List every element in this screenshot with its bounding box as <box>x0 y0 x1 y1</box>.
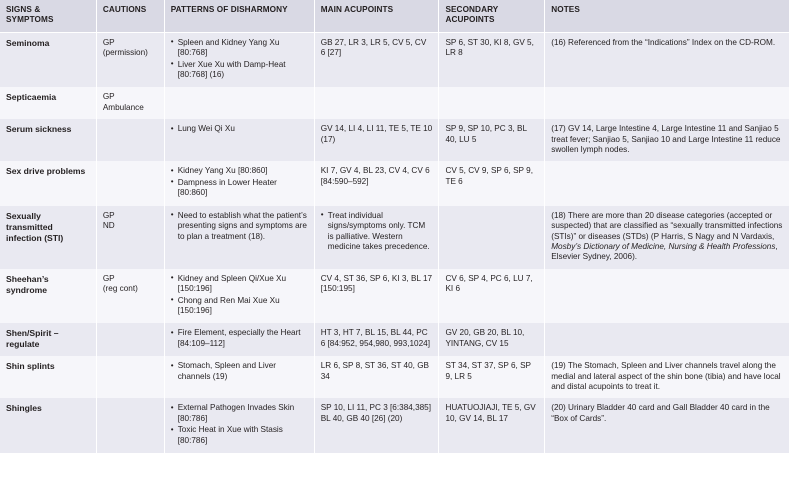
cautions-lines <box>103 211 158 232</box>
header-row <box>0 0 790 32</box>
cell-cautions <box>96 161 164 205</box>
secondary-acupoints-lines <box>445 166 538 187</box>
cell-notes <box>545 87 790 119</box>
list-item: • Fire Element, especially the Heart [84:109–112] <box>171 328 308 349</box>
cell-patterns <box>164 398 314 453</box>
cell-main-acupoints <box>314 161 439 205</box>
list-item: • Toxic Heat in Xue with Stasis [80:786] <box>171 425 308 446</box>
cell-cautions <box>96 356 164 398</box>
patterns-list <box>171 328 308 349</box>
cell-sign-symptom: Sexually transmitted infection (STI) <box>0 206 96 269</box>
cell-patterns <box>164 206 314 269</box>
patterns-list <box>171 211 308 242</box>
cell-patterns <box>164 161 314 205</box>
list-item: • Lung Wei Qi Xu <box>171 124 308 134</box>
cell-cautions <box>96 269 164 324</box>
list-item: • Liver Xue Xu with Damp-Heat [80:768] (16) <box>171 60 308 81</box>
patterns-list <box>171 274 308 317</box>
secondary-acupoints-lines <box>445 361 538 382</box>
table-row <box>0 398 790 453</box>
cell-patterns <box>164 32 314 87</box>
text-line: SP 10, LI 11, PC 3 [6:384,385] BL 40, GB 40 [26] (20) <box>320 403 432 423</box>
text-line: GV 20, GB 20, BL 10, YINTANG, CV 15 <box>445 328 525 348</box>
text-line: GP <box>102 92 115 102</box>
text-line: GV 14, LI 4, LI 11, TE 5, TE 10 (17) <box>320 124 433 144</box>
cell-secondary-acupoints <box>439 119 545 161</box>
table-body <box>0 32 790 453</box>
table-row <box>0 206 790 269</box>
text-line: SP 9, SP 10, PC 3, BL 40, LU 5 <box>445 124 527 144</box>
secondary-acupoints-lines <box>445 403 538 424</box>
cell-cautions <box>96 32 164 87</box>
cell-cautions <box>96 119 164 161</box>
cell-cautions <box>96 206 164 269</box>
cell-main-acupoints <box>314 32 439 87</box>
cell-patterns <box>164 87 314 119</box>
text-line: LR 6, SP 8, ST 36, ST 40, GB 34 <box>320 361 430 381</box>
text-line: CV 5, CV 9, SP 6, SP 9, TE 6 <box>445 166 533 186</box>
cell-cautions <box>96 87 164 119</box>
list-item: • Stomach, Spleen and Liver channels (19) <box>171 361 308 382</box>
cell-cautions <box>96 323 164 356</box>
main-acupoints-lines <box>321 361 433 382</box>
patterns-list <box>171 124 308 134</box>
cell-sign-symptom: Serum sickness <box>0 119 96 161</box>
secondary-acupoints-lines <box>445 274 538 295</box>
patterns-list <box>171 403 308 446</box>
main-acupoints-list <box>321 211 433 253</box>
cell-main-acupoints <box>314 87 439 119</box>
column-header-secondary-acupoints: SECONDARY ACUPOINTS <box>439 0 545 32</box>
cell-sign-symptom: Sheehan’s syndrome <box>0 269 96 324</box>
table-row <box>0 119 790 161</box>
cell-patterns <box>164 269 314 324</box>
table-row <box>0 87 790 119</box>
text-line: HT 3, HT 7, BL 15, BL 44, PC 6 [84:952, 954,980, 993,1024] <box>320 328 430 348</box>
text-line: Ambulance <box>102 102 144 112</box>
cell-sign-symptom: Shingles <box>0 398 96 453</box>
cautions-lines <box>103 38 158 59</box>
cautions-lines <box>103 274 158 295</box>
cell-patterns <box>164 356 314 398</box>
text-line: (reg cont) <box>102 284 138 294</box>
list-item: • Treat individual signs/symptoms only. TCM is palliative. Western medicine takes precedence. <box>321 211 433 253</box>
cell-sign-symptom: Shen/Spirit – regulate <box>0 323 96 356</box>
list-item: • Dampness in Lower Heater [80:860] <box>171 178 308 199</box>
text-line: ND <box>102 221 115 231</box>
secondary-acupoints-lines <box>445 38 538 59</box>
column-header-signs-symptoms: SIGNS & SYMPTOMS <box>0 0 96 32</box>
cell-sign-symptom: Seminoma <box>0 32 96 87</box>
cell-cautions <box>96 398 164 453</box>
text-line: GP <box>102 273 115 283</box>
main-acupoints-lines <box>321 274 433 295</box>
main-acupoints-lines <box>321 38 433 59</box>
cell-notes <box>545 323 790 356</box>
patterns-list <box>171 166 308 198</box>
column-header-main-acupoints: MAIN ACUPOINTS <box>314 0 439 32</box>
table-row <box>0 323 790 356</box>
cell-patterns <box>164 323 314 356</box>
text-line: GB 27, LR 3, LR 5, CV 5, CV 6 [27] <box>320 37 427 58</box>
main-acupoints-lines <box>321 166 433 187</box>
main-acupoints-lines <box>321 328 433 349</box>
cell-notes: (18) There are more than 20 disease categories (accepted or suspected) that are classified as “sexually transmitted infections (STIs)” or diseases (STDs) (P Harris, S Nagy and N Vardaxis, Mosby’s Dictionary of Medicine, Nursing & Health Professions, Elsevier Sydney, 2006). <box>545 206 790 269</box>
table-row <box>0 356 790 398</box>
cell-main-acupoints <box>314 119 439 161</box>
text-line: KI 7, GV 4, BL 23, CV 4, CV 6 [84:590–592] <box>320 166 430 186</box>
table-row <box>0 161 790 205</box>
column-header-patterns-of-disharmony: PATTERNS OF DISHARMONY <box>164 0 314 32</box>
cell-notes: (17) GV 14, Large Intestine 4, Large Intestine 11 and Sanjiao 5 treat fever; Sanjiao 5, Sanjiao 10 and Large Intestine 11 reduce swollen lymph nodes. <box>545 119 790 161</box>
cautions-lines <box>103 92 158 113</box>
text-line: CV 6, SP 4, PC 6, LU 7, KI 6 <box>445 273 533 294</box>
patterns-list <box>171 38 308 81</box>
cell-secondary-acupoints <box>439 87 545 119</box>
list-item: • Spleen and Kidney Yang Xu [80:768] <box>171 38 308 59</box>
main-acupoints-lines <box>321 124 433 145</box>
cell-sign-symptom: Shin splints <box>0 356 96 398</box>
main-acupoints-lines <box>321 403 433 424</box>
cell-main-acupoints <box>314 206 439 269</box>
cell-sign-symptom: Septicaemia <box>0 87 96 119</box>
list-item: • Need to establish what the patient’s presenting signs and symptoms are to plan a treatment (18). <box>171 211 308 242</box>
text-line: SP 6, ST 30, KI 8, GV 5, LR 8 <box>445 37 534 58</box>
cell-main-acupoints <box>314 323 439 356</box>
text-line: GP <box>102 210 115 220</box>
text-line: HUATUOJIAJI, TE 5, GV 10, GV 14, BL 17 <box>445 403 536 423</box>
column-header-notes: NOTES <box>545 0 790 32</box>
cell-secondary-acupoints <box>439 161 545 205</box>
cell-secondary-acupoints <box>439 206 545 269</box>
list-item: • Kidney Yang Xu [80:860] <box>171 166 308 176</box>
cell-main-acupoints <box>314 269 439 324</box>
table-header <box>0 0 790 32</box>
cell-patterns <box>164 119 314 161</box>
cell-secondary-acupoints <box>439 32 545 87</box>
text-line: GP (permission) <box>102 37 148 58</box>
cell-secondary-acupoints <box>439 323 545 356</box>
patterns-list <box>171 361 308 382</box>
cell-notes: (20) Urinary Bladder 40 card and Gall Bladder 40 card in the “Box of Cards”. <box>545 398 790 453</box>
cell-sign-symptom: Sex drive problems <box>0 161 96 205</box>
list-item: • Kidney and Spleen Qi/Xue Xu [150:196] <box>171 274 308 295</box>
secondary-acupoints-lines <box>445 124 538 145</box>
text-line: CV 4, ST 36, SP 6, KI 3, BL 17 [150:195] <box>320 273 433 294</box>
cell-notes <box>545 269 790 324</box>
list-item: • External Pathogen Invades Skin [80:786] <box>171 403 308 424</box>
cell-main-acupoints <box>314 398 439 453</box>
cell-notes: (16) Referenced from the “Indications” Index on the CD-ROM. <box>545 32 790 87</box>
table-row <box>0 32 790 87</box>
cell-notes <box>545 161 790 205</box>
secondary-acupoints-lines <box>445 328 538 349</box>
cell-notes: (19) The Stomach, Spleen and Liver channels travel along the medial and lateral aspect of the shin bone (tibia) and have local and distal acupoints to treat it. <box>545 356 790 398</box>
text-line: ST 34, ST 37, SP 6, SP 9, LR 5 <box>445 361 531 381</box>
cell-secondary-acupoints <box>439 269 545 324</box>
cell-secondary-acupoints <box>439 356 545 398</box>
column-header-cautions: CAUTIONS <box>96 0 164 32</box>
cell-main-acupoints <box>314 356 439 398</box>
cell-secondary-acupoints <box>439 398 545 453</box>
list-item: • Chong and Ren Mai Xue Xu [150:196] <box>171 296 308 317</box>
table-row <box>0 269 790 324</box>
